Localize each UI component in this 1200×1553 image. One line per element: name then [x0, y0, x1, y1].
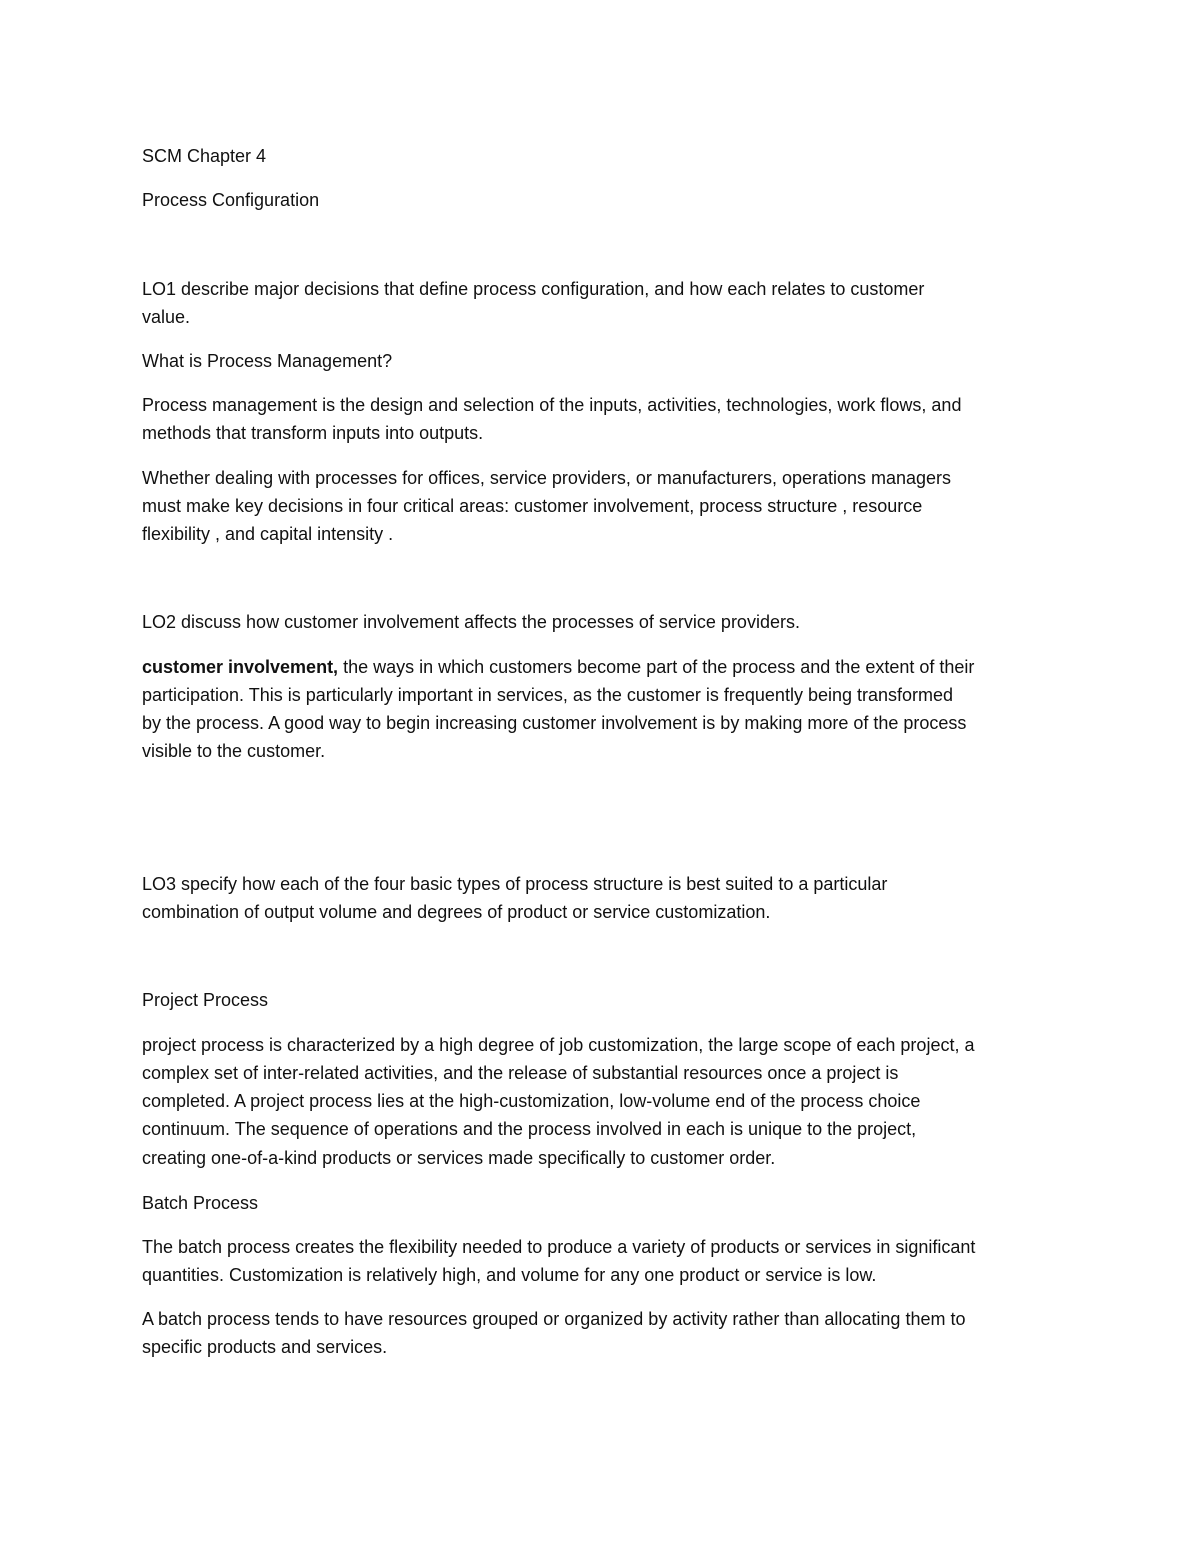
- paragraph-3-line-2: participation. This is particularly important in services, as the customer is frequently being transformed: [142, 685, 954, 705]
- paragraph-5-line-1: The batch process creates the flexibility needed to produce a variety of products or services in significant: [142, 1237, 976, 1257]
- paragraph-4-line-2: complex set of inter-related activities, and the release of substantial resources once a project is: [142, 1063, 899, 1083]
- paragraph-4-line-1: project process is characterized by a high degree of job customization, the large scope of each project, a: [142, 1035, 975, 1055]
- lo1-line-2: value.: [142, 307, 191, 327]
- question-process-management: What is Process Management?: [142, 351, 393, 371]
- paragraph-2-line-2: must make key decisions in four critical areas: customer involvement, process structure , resource: [142, 496, 923, 516]
- paragraph-2-line-3: flexibility , and capital intensity .: [142, 524, 394, 544]
- lo3-line-1: LO3 specify how each of the four basic types of process structure is best suited to a particular: [142, 874, 888, 894]
- paragraph-6-line-2: specific products and services.: [142, 1337, 388, 1357]
- paragraph-4-line-5: creating one-of-a-kind products or services made specifically to customer order.: [142, 1148, 776, 1168]
- lo3-line-2: combination of output volume and degrees of product or service customization.: [142, 902, 771, 922]
- paragraph-3-line-4: visible to the customer.: [142, 741, 326, 761]
- paragraph-3-line-3: by the process. A good way to begin increasing customer involvement is by making more of the process: [142, 713, 967, 733]
- paragraph-5-line-2: quantities. Customization is relatively high, and volume for any one product or service is low.: [142, 1265, 877, 1285]
- paragraph-4-line-4: continuum. The sequence of operations and the process involved in each is unique to the project,: [142, 1119, 917, 1139]
- document-subtitle: Process Configuration: [142, 190, 320, 210]
- lo2-line: LO2 discuss how customer involvement affects the processes of service providers.: [142, 612, 800, 632]
- term-customer-involvement: customer involvement,: [142, 657, 339, 677]
- paragraph-3-line-1-rest: the ways in which customers become part of the process and the extent of their: [338, 657, 975, 677]
- paragraph-2-line-1: Whether dealing with processes for offices, service providers, or manufacturers, operations managers: [142, 468, 952, 488]
- lo1-line-1: LO1 describe major decisions that define process configuration, and how each relates to customer: [142, 279, 925, 299]
- paragraph-1-line-2: methods that transform inputs into outputs.: [142, 423, 484, 443]
- paragraph-6-line-1: A batch process tends to have resources grouped or organized by activity rather than allocating them to: [142, 1309, 966, 1329]
- paragraph-1-line-1: Process management is the design and selection of the inputs, activities, technologies, work flows, and: [142, 395, 962, 415]
- heading-project-process: Project Process: [142, 990, 269, 1010]
- heading-batch-process: Batch Process: [142, 1193, 259, 1213]
- paragraph-3-line-1: [142, 653, 974, 681]
- document-title: SCM Chapter 4: [142, 146, 267, 166]
- paragraph-4-line-3: completed. A project process lies at the high-customization, low-volume end of the process choice: [142, 1091, 921, 1111]
